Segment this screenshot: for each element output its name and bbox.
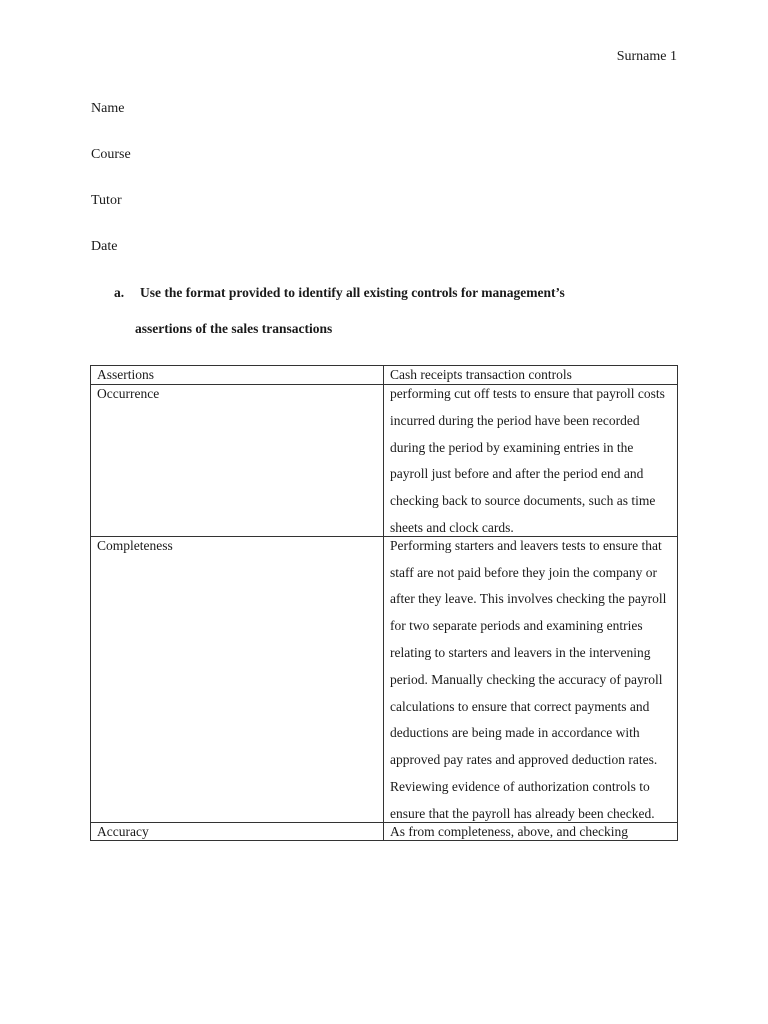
control-occurrence: performing cut off tests to ensure that payroll costs incurred during the period have been recorded during the period by examining entries in the payroll just before and after the period end and checking back to source documents, such as time sheets and clock cards.: [390, 386, 665, 535]
assertion-cell: [91, 822, 384, 840]
assertion-completeness: Completeness: [97, 537, 173, 553]
control-cell: [384, 536, 678, 822]
header-assertions: Assertions: [91, 366, 384, 385]
course-name: Course: [91, 147, 131, 162]
submission-date: Date: [91, 239, 118, 254]
question-heading: [114, 283, 674, 303]
control-completeness: Performing starters and leavers tests to ensure that staff are not paid before they join the company or after they leave. This involves checking the payroll for two separate periods and examining entries relating to starters and leavers in the intervening period. Manually checking the accuracy of payroll calculations to ensure that correct payments and deductions are being made in accordance with approved pay rates and approved deduction rates. Reviewing evidence of authorization controls to ensure that the payroll has already been checked.: [390, 537, 667, 821]
table-row: [91, 385, 678, 537]
header-controls: Cash receipts transaction controls: [384, 366, 678, 385]
running-head: Surname 1: [616, 49, 677, 64]
question-line-2: assertions of the sales transactions: [135, 321, 333, 336]
control-accuracy: As from completeness, above, and checking: [390, 823, 629, 839]
assertion-occurrence: Occurrence: [97, 386, 160, 401]
question-line-1: Use the format provided to identify all existing controls for management’s: [140, 285, 565, 300]
tutor-name: Tutor: [91, 193, 122, 208]
question-marker: a.: [114, 285, 125, 300]
assertion-cell: [91, 536, 384, 822]
student-name: Name: [91, 101, 125, 116]
table-row: [91, 822, 678, 840]
table-row: [91, 536, 678, 822]
control-cell: [384, 385, 678, 537]
assertion-cell: [91, 385, 384, 537]
assertion-accuracy: Accuracy: [97, 823, 149, 839]
controls-table: [90, 365, 678, 841]
